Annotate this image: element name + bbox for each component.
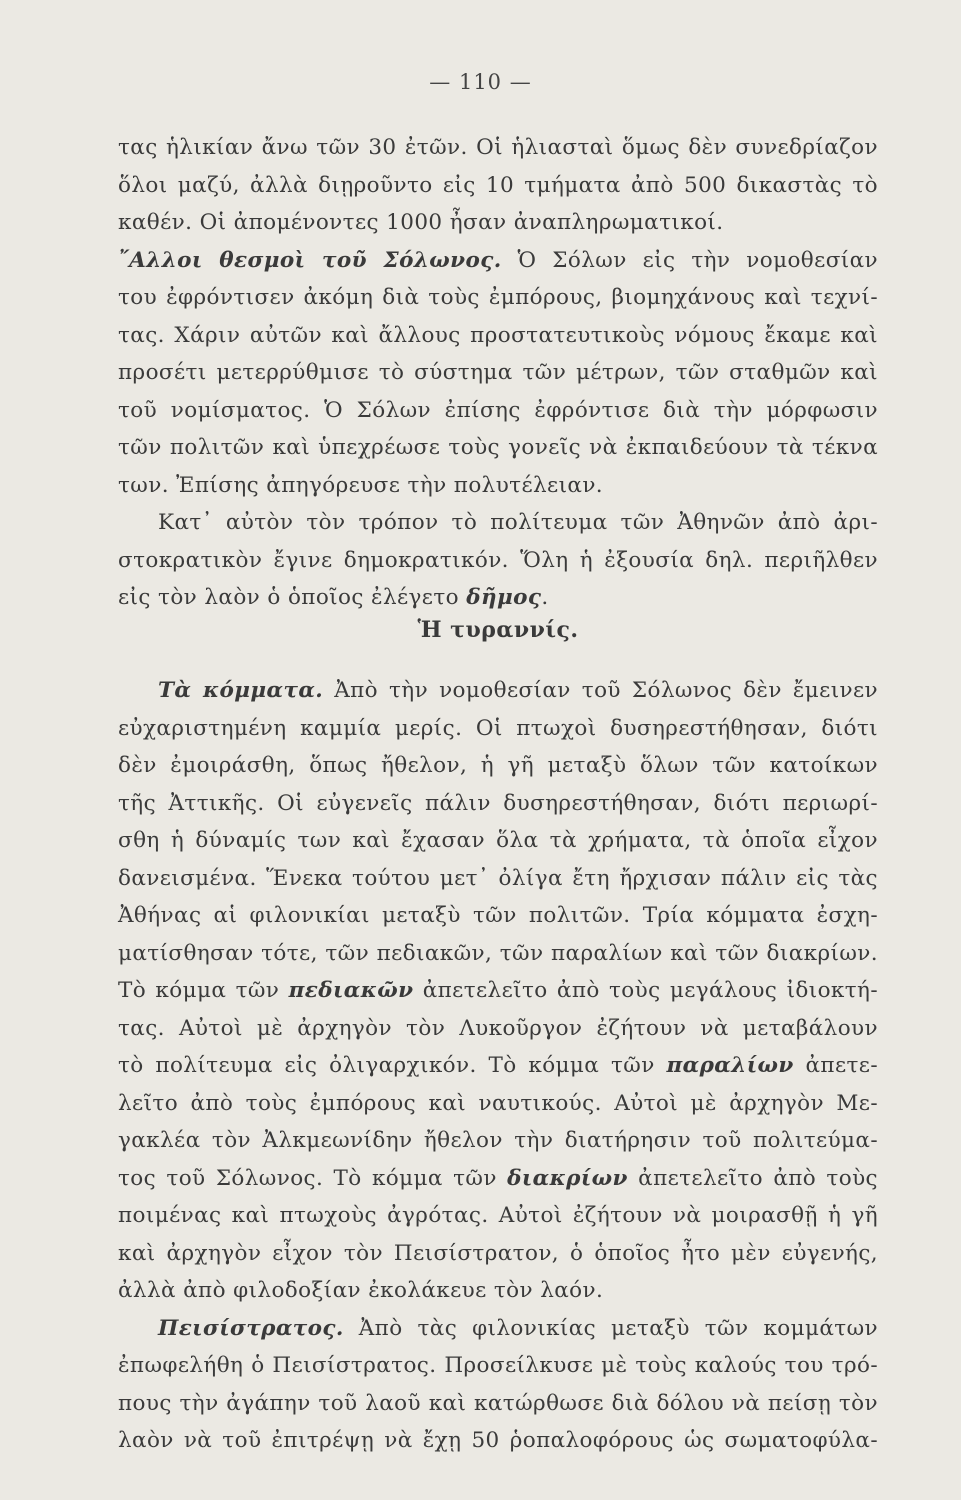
section-heading-container bbox=[118, 612, 878, 650]
text-line bbox=[118, 1272, 878, 1310]
text-line bbox=[118, 204, 878, 242]
text-line bbox=[118, 1385, 878, 1423]
line-text: προσέτι μετερρύθμισε τὸ σύστημα τῶν μέτρων, τῶν σταθμῶν καὶ bbox=[118, 360, 878, 385]
text-line bbox=[118, 279, 878, 317]
line-text: τὸ πολίτευμα εἰς ὀλιγαρχικόν. Τὸ κόμμα τῶν bbox=[118, 1053, 667, 1078]
text-line bbox=[118, 129, 878, 167]
text-line bbox=[118, 822, 878, 860]
text-line bbox=[118, 1235, 878, 1273]
text-line bbox=[118, 429, 878, 467]
emphasized-term: διακρίων bbox=[507, 1165, 628, 1191]
text-line bbox=[118, 1047, 878, 1085]
text-line bbox=[118, 1085, 878, 1123]
line-text: ἀλλὰ ἀπὸ φιλοδοξίαν ἐκολάκευε τὸν λαόν. bbox=[118, 1278, 604, 1303]
line-text: τας ἡλικίαν ἄνω τῶν 30 ἐτῶν. Οἱ ἡλιασταὶ ὅμως δὲν συνεδρίαζον bbox=[118, 135, 878, 160]
text-line bbox=[118, 1347, 878, 1385]
line-text: . bbox=[541, 585, 549, 610]
line-text: καὶ ἀρχηγὸν εἶχον τὸν Πεισίστρατον, ὁ ὁποῖος ἦτο μὲν εὐγενής, bbox=[118, 1240, 878, 1266]
text-line bbox=[118, 354, 878, 392]
text-line bbox=[118, 972, 878, 1010]
text-line bbox=[118, 1160, 878, 1198]
emphasized-term: ῎Αλλοι θεσμοὶ τοῦ Σόλωνος. bbox=[118, 247, 502, 273]
line-text: τοῦ νομίσματος. Ὁ Σόλων ἐπίσης ἐφρόντισε διὰ τὴν μόρφωσιν bbox=[118, 397, 878, 423]
line-text: λαὸν νὰ τοῦ ἐπιτρέψῃ νὰ ἔχῃ 50 ῥοπαλοφόρους ὡς σωματοφύλα- bbox=[118, 1428, 878, 1453]
text-line bbox=[118, 242, 878, 280]
emphasized-term: Πεισίστρατος. bbox=[158, 1315, 344, 1341]
text-line bbox=[118, 935, 878, 973]
text-line bbox=[118, 1422, 878, 1460]
line-text: τας. Αὐτοὶ μὲ ἀρχηγὸν τὸν Λυκοῦργον ἐζήτουν νὰ μεταβάλουν bbox=[118, 1015, 878, 1041]
text-line bbox=[118, 579, 878, 617]
text-line bbox=[118, 317, 878, 355]
line-text: τας. Χάριν αὐτῶν καὶ ἄλλους προστατευτικοὺς νόμους ἔκαμε καὶ bbox=[118, 322, 878, 348]
line-text: τῆς Ἀττικῆς. Οἱ εὐγενεῖς πάλιν δυσηρεστήθησαν, διότι περιωρί- bbox=[118, 790, 878, 816]
line-text: καθέν. Οἱ ἀπομένοντες 1000 ἦσαν ἀναπληρωματικοί. bbox=[118, 210, 724, 235]
line-text: ὅλοι μαζύ, ἀλλὰ διῃροῦντο εἰς 10 τμήματα ἀπὸ 500 δικαστὰς τὸ bbox=[118, 172, 878, 198]
text-block-tyranny bbox=[118, 672, 878, 1460]
text-line bbox=[118, 785, 878, 823]
line-text: τος τοῦ Σόλωνος. Τὸ κόμμα τῶν bbox=[118, 1165, 508, 1191]
emphasized-term: πεδιακῶν bbox=[288, 978, 414, 1003]
line-text: πους τὴν ἀγάπην τοῦ λαοῦ καὶ κατώρθωσε διὰ δόλου νὰ πείσῃ τὸν bbox=[118, 1390, 878, 1416]
text-line bbox=[118, 1010, 878, 1048]
text-line bbox=[118, 710, 878, 748]
line-text: των. Ἐπίσης ἀπηγόρευσε τὴν πολυτέλειαν. bbox=[118, 472, 604, 498]
line-text: δὲν ἐμοιράσθη, ὅπως ἤθελον, ἡ γῆ μεταξὺ ὅλων τῶν κατοίκων bbox=[118, 753, 878, 778]
text-line bbox=[118, 747, 878, 785]
line-text: Ἀπὸ τὴν νομοθεσίαν τοῦ Σόλωνος δὲν ἔμεινεν bbox=[323, 678, 878, 703]
text-line bbox=[118, 897, 878, 935]
line-text: ἀπετε- bbox=[793, 1053, 878, 1078]
line-text: Ἀθήνας αἱ φιλονικίαι μεταξὺ τῶν πολιτῶν. Τρία κόμματα ἐσχη- bbox=[118, 903, 878, 928]
text-line bbox=[118, 467, 878, 505]
line-text: Κατ᾽ αὐτὸν τὸν τρόπον τὸ πολίτευμα τῶν Ἀθηνῶν ἀπὸ ἀρι- bbox=[158, 510, 878, 535]
text-line bbox=[118, 504, 878, 542]
emphasized-term: παραλίων bbox=[666, 1053, 794, 1078]
section-heading: Ἡ τυραννίς. bbox=[417, 617, 579, 643]
line-text: εἰς τὸν λαὸν ὁ ὁποῖος ἐλέγετο bbox=[118, 585, 467, 610]
text-line bbox=[118, 542, 878, 580]
line-text: στοκρατικὸν ἔγινε δημοκρατικόν. Ὅλη ἡ ἐξουσία δηλ. περιῆλθεν bbox=[118, 547, 878, 573]
text-line bbox=[118, 167, 878, 205]
line-text: λεῖτο ἀπὸ τοὺς ἐμπόρους καὶ ναυτικούς. Αὐτοὶ μὲ ἀρχηγὸν Με- bbox=[118, 1090, 878, 1116]
line-text: δανεισμένα. Ἕνεκα τούτου μετ᾽ ὀλίγα ἔτη ἤρχισαν πάλιν εἰς τὰς bbox=[118, 865, 878, 891]
line-text: ἐπωφελήθη ὁ Πεισίστρατος. Προσείλκυσε μὲ τοὺς καλούς του τρό- bbox=[118, 1353, 878, 1378]
page-number: — 110 — bbox=[429, 70, 532, 94]
line-text: ἀπετελεῖτο ἀπὸ τοὺς μεγάλους ἰδιοκτή- bbox=[413, 978, 878, 1003]
line-text: Τὸ κόμμα τῶν bbox=[118, 978, 289, 1003]
text-line bbox=[118, 1122, 878, 1160]
text-line bbox=[118, 1310, 878, 1348]
line-text: γακλέα τὸν Ἀλκμεωνίδην ἤθελον τὴν διατήρησιν τοῦ πολιτεύμα- bbox=[118, 1128, 878, 1153]
line-text: του ἐφρόντισεν ἀκόμη διὰ τοὺς ἐμπόρους, βιομηχάνους καὶ τεχνί- bbox=[118, 285, 878, 310]
text-line bbox=[118, 392, 878, 430]
text-line bbox=[118, 860, 878, 898]
text-line bbox=[118, 1197, 878, 1235]
line-text: Ὁ Σόλων εἰς τὴν νομοθεσίαν bbox=[501, 247, 878, 273]
line-text: ποιμένας καὶ πτωχοὺς ἀγρότας. Αὐτοὶ ἐζήτουν νὰ μοιρασθῇ ἡ γῆ bbox=[118, 1203, 878, 1228]
line-text: σθη ἡ δύναμίς των καὶ ἔχασαν ὅλα τὰ χρήματα, τὰ ὁποῖα εἶχον bbox=[118, 828, 878, 853]
line-text: Ἀπὸ τὰς φιλονικίας μεταξὺ τῶν κομμάτων bbox=[343, 1315, 878, 1341]
line-text: ἀπετελεῖτο ἀπὸ τοὺς bbox=[627, 1165, 878, 1191]
emphasized-term: Τὰ κόμματα. bbox=[158, 678, 324, 703]
line-text: εὐχαριστημένη καμμία μερίς. Οἱ πτωχοὶ δυσηρεστήθησαν, διότι bbox=[118, 715, 878, 741]
text-line bbox=[118, 672, 878, 710]
emphasized-term: δῆμος bbox=[466, 585, 542, 610]
line-text: ματίσθησαν τότε, τῶν πεδιακῶν, τῶν παραλίων καὶ τῶν διακρίων. bbox=[118, 940, 878, 966]
text-block-solon bbox=[118, 129, 878, 617]
line-text: τῶν πολιτῶν καὶ ὑπεχρέωσε τοὺς γονεῖς νὰ ἐκπαιδεύουν τὰ τέκνα bbox=[118, 435, 878, 460]
